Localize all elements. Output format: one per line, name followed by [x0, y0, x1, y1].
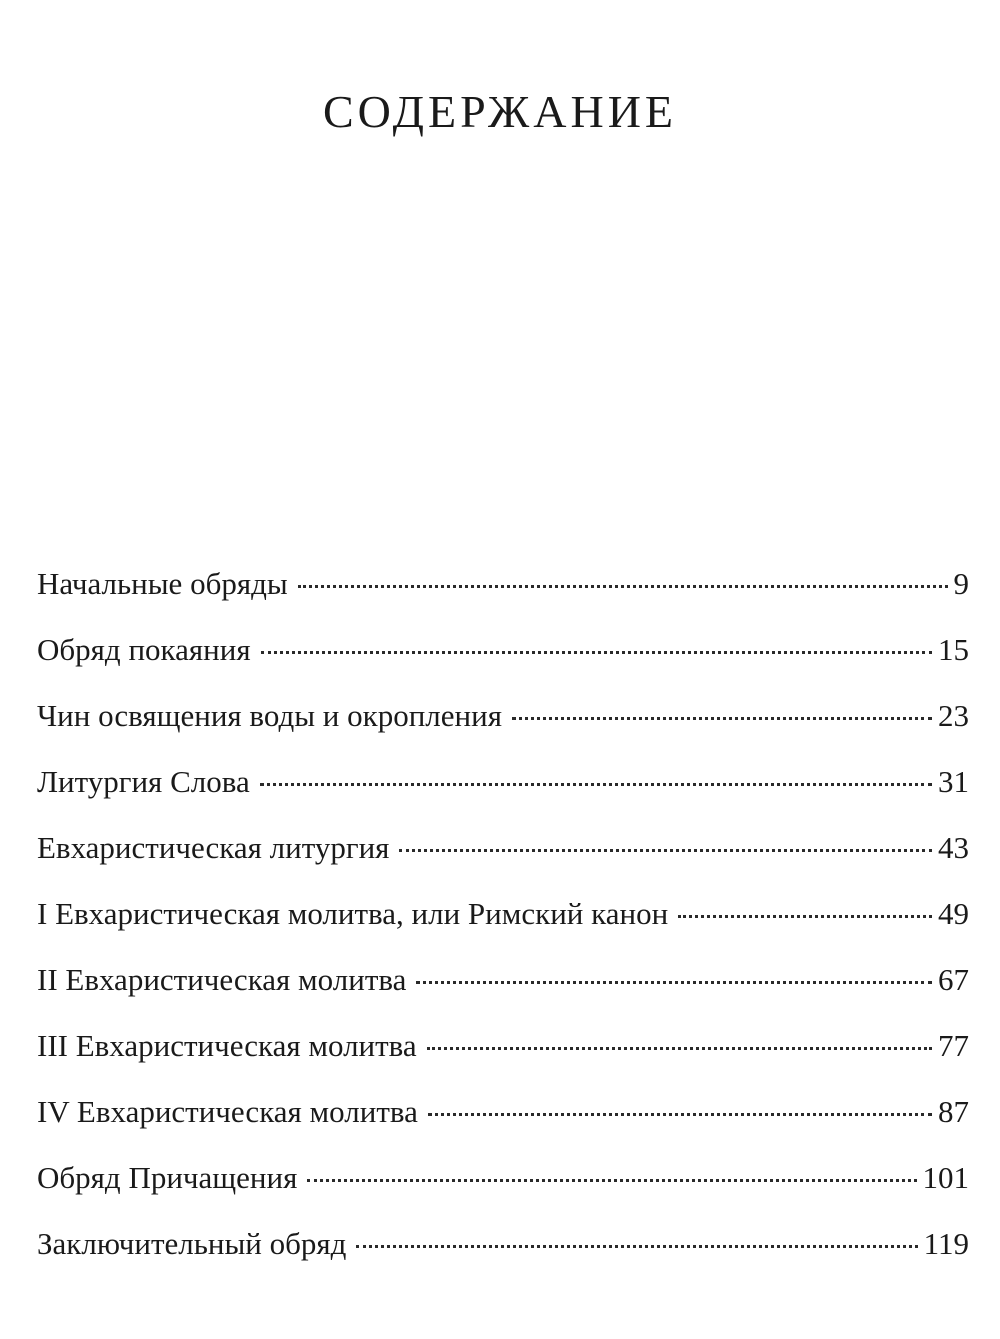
toc-entry-label: Евхаристическая литургия: [37, 830, 390, 865]
dot-leader: [427, 1047, 932, 1050]
dot-leader: [428, 1113, 932, 1116]
toc-entry-page: 101: [922, 1160, 969, 1195]
toc-entry-page: 49: [938, 896, 969, 931]
dot-leader: [356, 1245, 917, 1248]
toc-entry-page: 119: [923, 1226, 969, 1261]
toc-entry-page: 23: [938, 698, 969, 733]
toc-entry[interactable]: [37, 1024, 969, 1090]
toc-entry[interactable]: [37, 892, 969, 958]
toc-entry[interactable]: [37, 694, 969, 760]
toc-entry-label: II Евхаристическая молитва: [37, 962, 407, 997]
table-of-contents: [37, 562, 969, 1288]
toc-entry[interactable]: [37, 1156, 969, 1222]
toc-entry-page: 43: [938, 830, 969, 865]
toc-entry-label: Обряд Причащения: [37, 1160, 298, 1195]
toc-entry[interactable]: [37, 562, 969, 628]
dot-leader: [416, 981, 932, 984]
toc-entry[interactable]: [37, 958, 969, 1024]
toc-entry[interactable]: [37, 826, 969, 892]
toc-entry-label: Заключительный обряд: [37, 1226, 347, 1261]
dot-leader: [261, 651, 932, 654]
toc-entry-label: Литургия Слова: [37, 764, 250, 799]
toc-entry[interactable]: [37, 1090, 969, 1156]
toc-entry-label: Чин освящения воды и окропления: [37, 698, 502, 733]
toc-entry-label: III Евхаристическая молитва: [37, 1028, 417, 1063]
toc-entry[interactable]: [37, 1222, 969, 1288]
toc-entry[interactable]: [37, 760, 969, 826]
toc-entry-label: I Евхаристическая молитва, или Римский канон: [37, 896, 669, 931]
toc-entry-page: 87: [938, 1094, 969, 1129]
dot-leader: [298, 585, 948, 588]
toc-entry-page: 77: [938, 1028, 969, 1063]
dot-leader: [260, 783, 932, 786]
toc-entry-label: IV Евхаристическая молитва: [37, 1094, 418, 1129]
dot-leader: [512, 717, 932, 720]
dot-leader: [399, 849, 932, 852]
toc-entry-page: 67: [938, 962, 969, 997]
dot-leader: [307, 1179, 916, 1182]
page-title: СОДЕРЖАНИЕ: [322, 86, 678, 137]
toc-entry[interactable]: [37, 628, 969, 694]
toc-entry-page: 31: [938, 764, 969, 799]
toc-entry-label: Обряд покаяния: [37, 632, 251, 667]
toc-entry-label: Начальные обряды: [37, 566, 288, 601]
toc-entry-page: 9: [953, 566, 969, 601]
toc-entry-page: 15: [938, 632, 969, 667]
dot-leader: [678, 915, 932, 918]
